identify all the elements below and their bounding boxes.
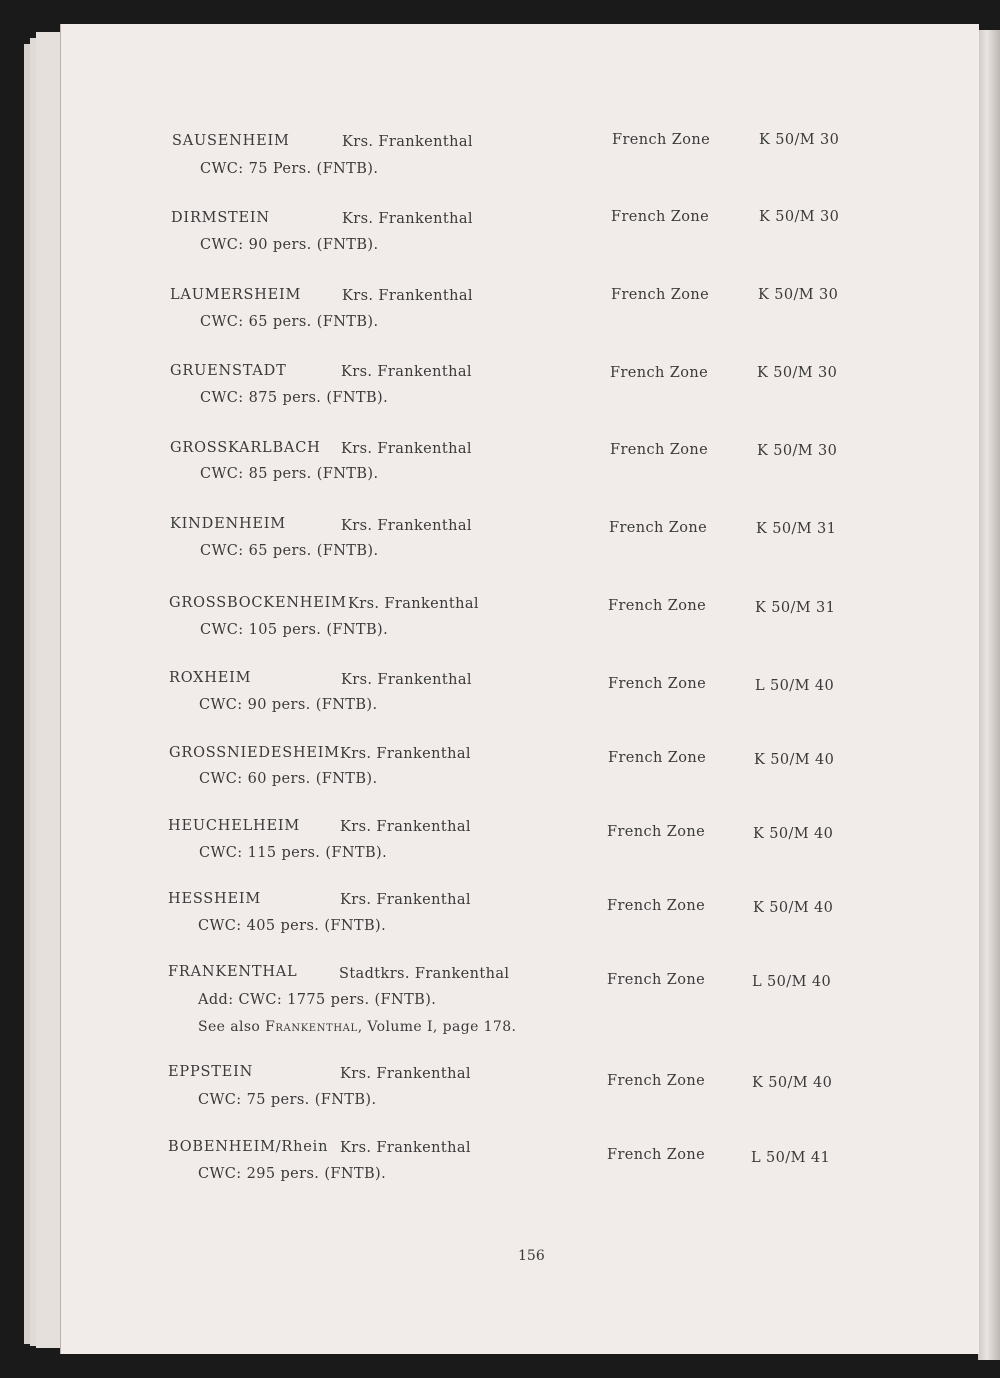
- entry-detail: CWC: 60 pers. (FNTB).: [199, 771, 378, 787]
- entry-detail: CWC: 75 pers. (FNTB).: [198, 1092, 377, 1108]
- grid-ref: K 50/M 30: [759, 209, 840, 225]
- place-name: HEUCHELHEIM: [168, 818, 301, 834]
- entry-detail: CWC: 75 Pers. (FNTB).: [200, 161, 379, 177]
- zone: French Zone: [611, 209, 710, 225]
- zone: French Zone: [607, 1147, 706, 1163]
- district: Krs. Frankenthal: [340, 1066, 471, 1082]
- zone: French Zone: [607, 824, 706, 840]
- entry-detail: CWC: 90 pers. (FNTB).: [199, 697, 378, 713]
- grid-ref: K 50/M 40: [753, 900, 834, 916]
- district: Stadtkrs. Frankenthal: [339, 966, 510, 982]
- place-name: HESSHEIM: [168, 891, 262, 907]
- district: Krs. Frankenthal: [341, 672, 472, 688]
- zone: French Zone: [611, 287, 710, 303]
- entry-detail: CWC: 90 pers. (FNTB).: [200, 237, 379, 253]
- entry-detail: CWC: 105 pers. (FNTB).: [200, 622, 389, 638]
- place-name: SAUSENHEIM: [172, 133, 290, 149]
- grid-ref: L 50/M 41: [751, 1150, 831, 1166]
- see-also-prefix: See also: [198, 1019, 266, 1035]
- see-also-suffix: , Volume I, page 178.: [357, 1019, 517, 1035]
- zone: French Zone: [610, 442, 709, 458]
- place-name: GROSSNIEDESHEIM: [169, 745, 340, 761]
- grid-ref: L 50/M 40: [755, 678, 835, 694]
- place-name: GRUENSTADT: [170, 363, 287, 379]
- place-name: FRANKENTHAL: [168, 964, 298, 980]
- entry-detail: CWC: 875 pers. (FNTB).: [200, 390, 389, 406]
- district: Krs. Frankenthal: [342, 211, 473, 227]
- place-name: GROSSBOCKENHEIM: [169, 595, 347, 611]
- district: Krs. Frankenthal: [342, 288, 473, 304]
- place-name: EPPSTEIN: [168, 1064, 254, 1080]
- district: Krs. Frankenthal: [340, 819, 471, 835]
- see-also-note: [198, 1019, 516, 1035]
- district: Krs. Frankenthal: [340, 746, 471, 762]
- entry-detail: CWC: 85 pers. (FNTB).: [200, 466, 379, 482]
- grid-ref: K 50/M 30: [759, 132, 840, 148]
- grid-ref: K 50/M 30: [757, 365, 838, 381]
- entry-detail: CWC: 295 pers. (FNTB).: [198, 1166, 387, 1182]
- zone: French Zone: [608, 676, 707, 692]
- grid-ref: K 50/M 40: [753, 826, 834, 842]
- district: Krs. Frankenthal: [341, 441, 472, 457]
- place-name: GROSSKARLBACH: [170, 440, 321, 456]
- zone: French Zone: [607, 898, 706, 914]
- zone: French Zone: [607, 1073, 706, 1089]
- district: Krs. Frankenthal: [342, 134, 473, 150]
- grid-ref: K 50/M 30: [758, 287, 839, 303]
- book-spine: [978, 30, 1000, 1360]
- entry-detail: CWC: 65 pers. (FNTB).: [200, 543, 379, 559]
- grid-ref: L 50/M 40: [752, 974, 832, 990]
- zone: French Zone: [610, 365, 709, 381]
- see-also-reference: Frankenthal: [265, 1019, 358, 1035]
- entry-detail: Add: CWC: 1775 pers. (FNTB).: [198, 992, 437, 1008]
- district: Krs. Frankenthal: [340, 1140, 471, 1156]
- zone: French Zone: [612, 132, 711, 148]
- grid-ref: K 50/M 40: [752, 1075, 833, 1091]
- entry-detail: CWC: 115 pers. (FNTB).: [199, 845, 388, 861]
- district: Krs. Frankenthal: [341, 518, 472, 534]
- grid-ref: K 50/M 31: [755, 600, 836, 616]
- grid-ref: K 50/M 30: [757, 443, 838, 459]
- page-number: 156: [518, 1248, 545, 1264]
- zone: French Zone: [608, 598, 707, 614]
- zone: French Zone: [609, 520, 708, 536]
- place-name: ROXHEIM: [169, 670, 252, 686]
- district: Krs. Frankenthal: [348, 596, 479, 612]
- place-name: BOBENHEIM/Rhein: [168, 1139, 329, 1155]
- place-name: LAUMERSHEIM: [170, 287, 302, 303]
- zone: French Zone: [607, 972, 706, 988]
- place-name: KINDENHEIM: [170, 516, 286, 532]
- entry-detail: CWC: 65 pers. (FNTB).: [200, 314, 379, 330]
- grid-ref: K 50/M 31: [756, 521, 837, 537]
- grid-ref: K 50/M 40: [754, 752, 835, 768]
- district: Krs. Frankenthal: [340, 892, 471, 908]
- place-name: DIRMSTEIN: [171, 210, 270, 226]
- zone: French Zone: [608, 750, 707, 766]
- district: Krs. Frankenthal: [341, 364, 472, 380]
- entry-detail: CWC: 405 pers. (FNTB).: [198, 918, 387, 934]
